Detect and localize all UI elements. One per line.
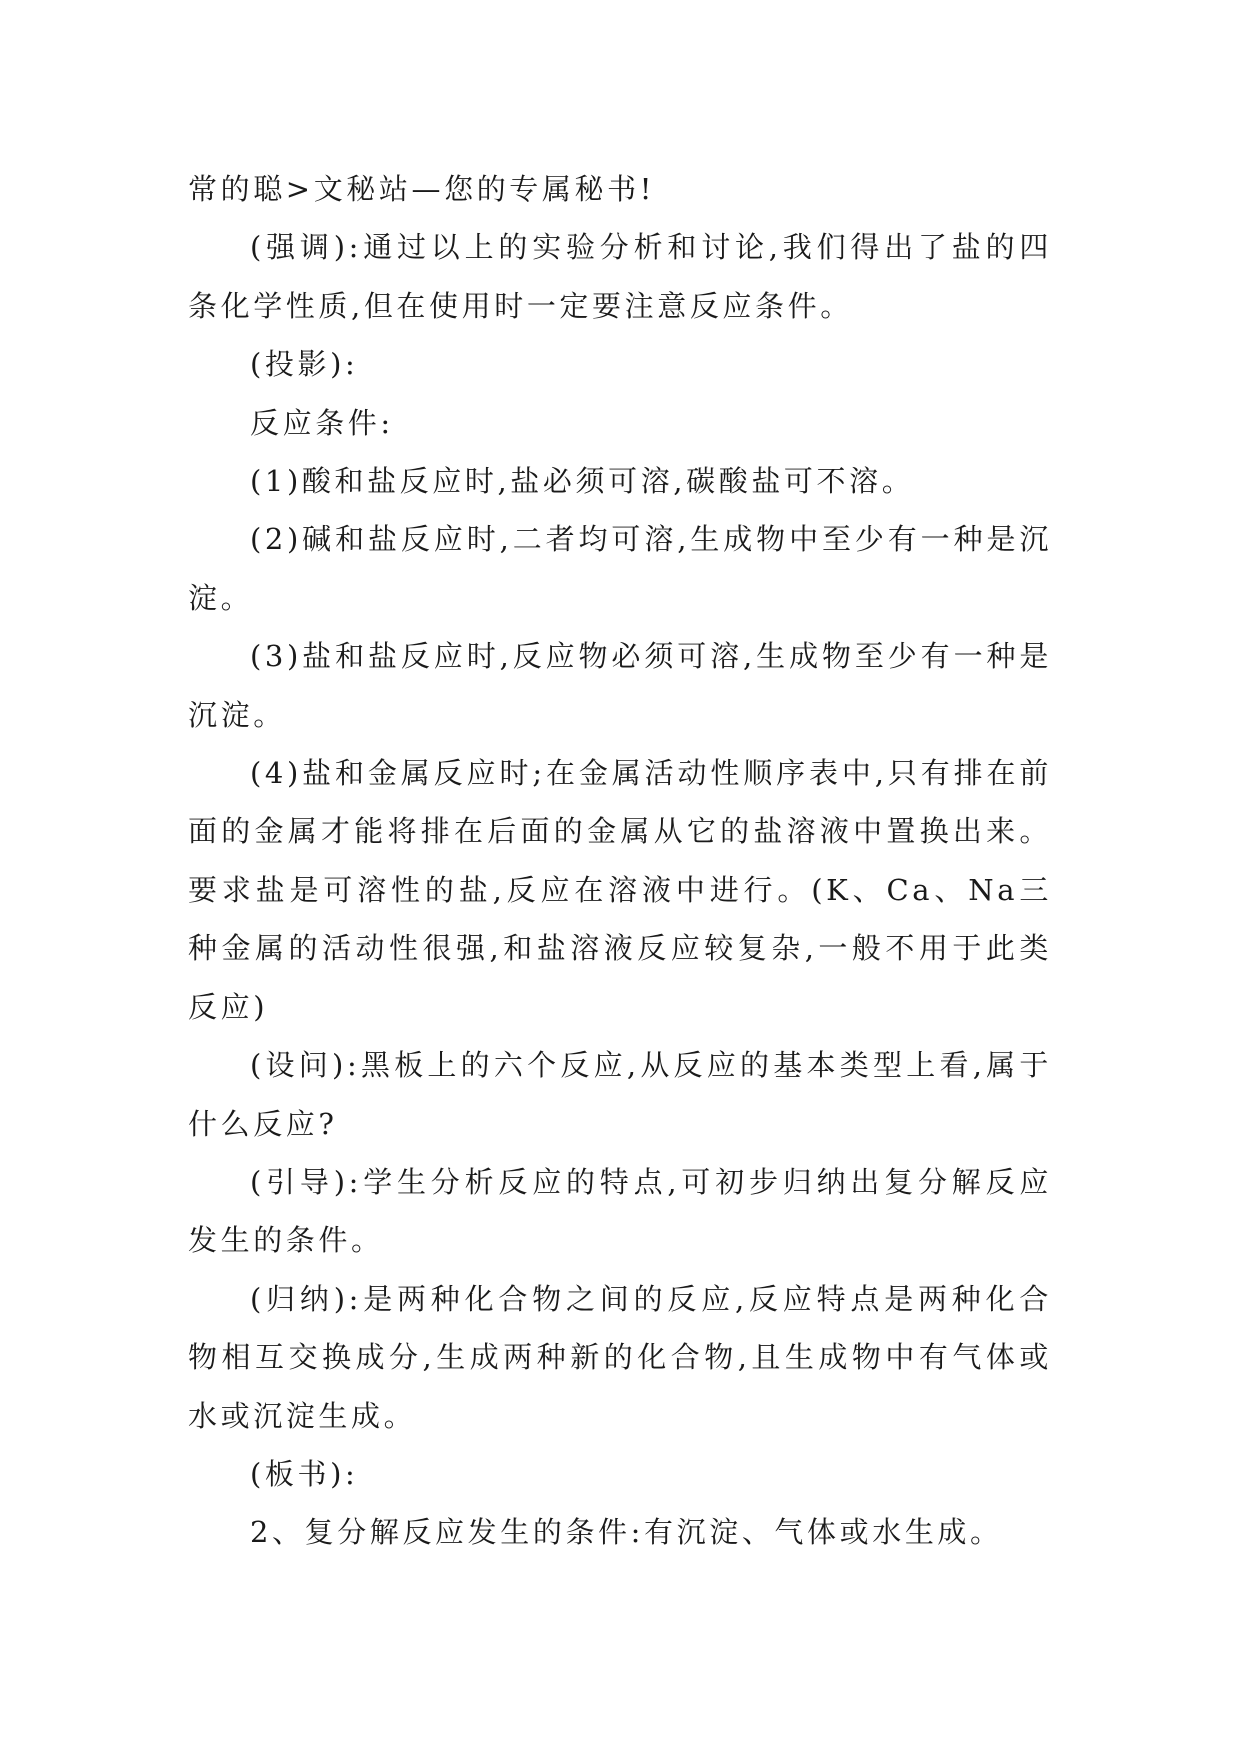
paragraph-guidance: (引导):学生分析反应的特点,可初步归纳出复分解反应发生的条件。 [188, 1164, 1052, 1258]
paragraph-double-decomposition-conditions: 2、复分解反应发生的条件:有沉淀、气体或水生成。 [250, 1515, 1003, 1550]
paragraph-continuation: 常的聪>文秘站—您的专属秘书! [188, 172, 655, 206]
paragraph-question: (设问):黑板上的六个反应,从反应的基本类型上看,属于什么反应? [188, 1048, 1052, 1141]
paragraph-emphasis: (强调):通过以上的实验分析和讨论,我们得出了盐的四条化学性质,但在使用时一定要注意反应条件。 [188, 230, 1052, 323]
paragraph-summary: (归纳):是两种化合物之间的反应,反应特点是两种化合物相互交换成分,生成两种新的化合物,且生成物中有气体或水或沉淀生成。 [188, 1281, 1052, 1433]
paragraph-condition-1: (1)酸和盐反应时,盐必须可溶,碳酸盐可不溶。 [250, 464, 915, 499]
paragraph-reaction-conditions-heading: 反应条件: [250, 405, 394, 440]
paragraph-condition-3: (3)盐和盐反应时,反应物必须可溶,生成物至少有一种是沉淀。 [188, 639, 1052, 732]
document-body [188, 160, 1052, 1562]
paragraph-board-writing: (板书): [250, 1456, 359, 1491]
paragraph-condition-4: (4)盐和金属反应时;在金属活动性顺序表中,只有排在前面的金属才能将排在后面的金属从它的盐溶液中置换出来。要求盐是可溶性的盐,反应在溶液中进行。(K、Ca、Na三种金属的活动性很强,和盐溶液反应较复杂,一般不用于此类反应) [188, 756, 1052, 1024]
paragraph-projection: (投影): [250, 347, 359, 382]
paragraph-condition-2: (2)碱和盐反应时,二者均可溶,生成物中至少有一种是沉淀。 [188, 522, 1052, 615]
